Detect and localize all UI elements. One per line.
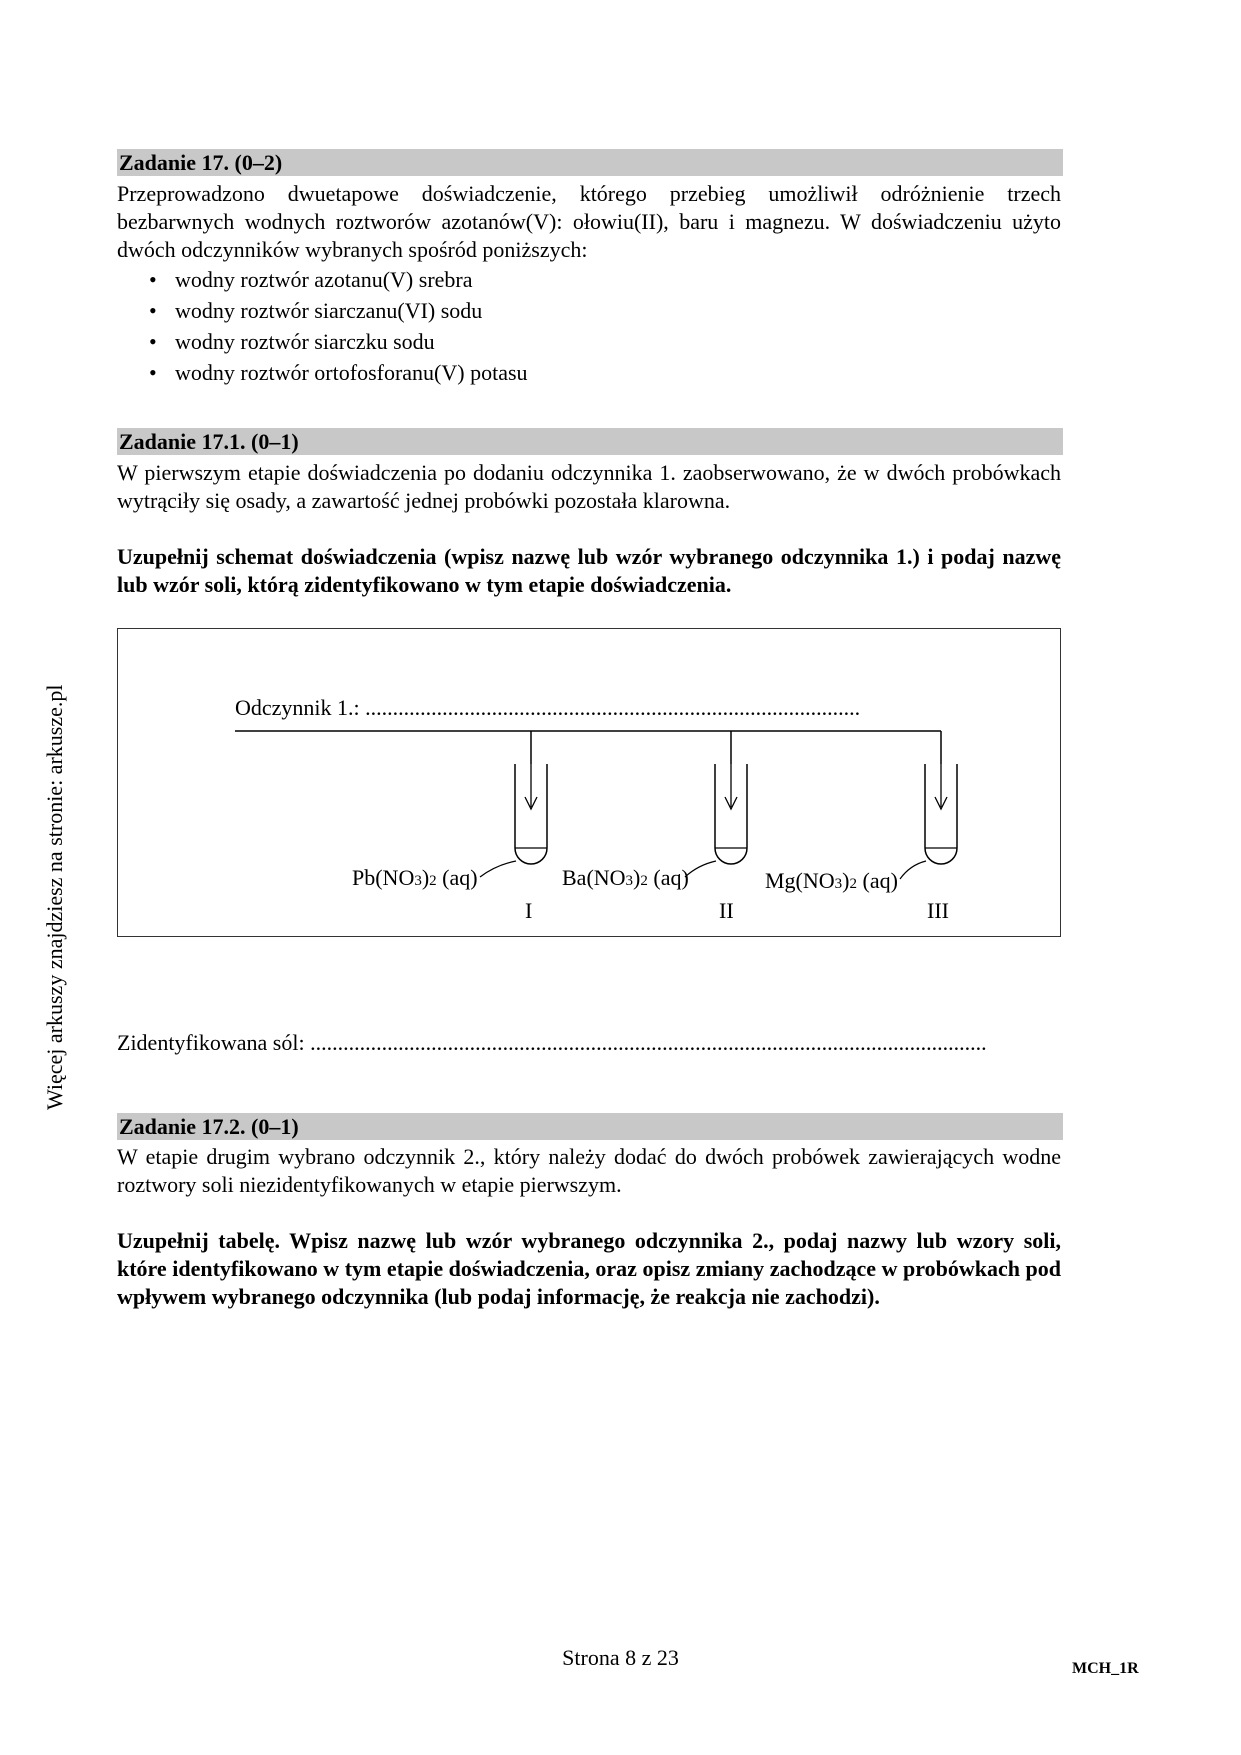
identified-salt-line — [117, 1030, 987, 1056]
task-17-2-text: W etapie drugim wybrano odczynnik 2., który należy dodać do dwóch probówek zawierających wodne roztwory soli niezidentyfikowanych w etapie pierwszym. — [117, 1144, 1061, 1197]
tube-numeral-1: I — [525, 898, 533, 923]
reagent-item: • wodny roztwór ortofosforanu(V) potasu — [145, 357, 528, 388]
task-17-1-text: W pierwszym etapie doświadczenia po dodaniu odczynnika 1. zaobserwowano, że w dwóch probówkach wytrąciły się osady, a zawartość jednej probówki pozostała klarowna. — [117, 460, 1061, 513]
tube-numeral-3: III — [927, 898, 949, 923]
leader-line-3 — [900, 861, 926, 879]
identified-salt-label: Zidentyfikowana sól: — [117, 1030, 311, 1055]
exam-code: MCH_1R — [1072, 1660, 1139, 1677]
leader-line-1 — [480, 861, 516, 877]
salt-label-1: Pb(NO3)2 (aq) — [352, 865, 478, 890]
experiment-schematic — [118, 629, 1062, 938]
test-tube-3 — [900, 764, 957, 879]
task-17-header: Zadanie 17. (0–2) — [117, 149, 1063, 176]
leader-line-2 — [685, 861, 716, 877]
task-17-2-instruction: Uzupełnij tabelę. Wpisz nazwę lub wzór wybranego odczynnika 2., podaj nazwy lub wzory soli, które identyfikowano w tym etapie doświadczenia, oraz opisz zmiany zachodzące w probówkach pod wpływem wybranego odczynnika (lub podaj informację, że reakcja nie zachodzi). — [117, 1228, 1061, 1309]
identified-salt-answer[interactable]: ........................................................................................................................... — [310, 1030, 987, 1055]
task-17-2-header: Zadanie 17.2. (0–1) — [117, 1113, 1063, 1140]
side-watermark: Więcej arkuszy znajdziesz na stronie: arkusze.pl — [42, 684, 67, 1110]
reagent-item: • wodny roztwór siarczku sodu — [145, 326, 528, 357]
task-17-intro: Przeprowadzono dwuetapowe doświadczenie, którego przebieg umożliwił odróżnienie trzech bezbarwnych wodnych roztworów azotanów(V): ołowiu(II), baru i magnezu. W doświadczeniu użyto dwóch odczynników wybranych spośród poniższych: — [117, 181, 1061, 262]
page-number: Strona 8 z 23 — [562, 1645, 679, 1670]
task-17-1-header: Zadanie 17.1. (0–1) — [117, 428, 1063, 455]
salt-label-3: Mg(NO3)2 (aq) — [765, 868, 898, 893]
test-tube-1 — [480, 764, 547, 877]
reagent-list — [145, 264, 528, 388]
tube-numeral-2: II — [719, 898, 734, 923]
reagent-label: Odczynnik 1.: .......................................................................................... — [235, 695, 861, 720]
reagent-item: • wodny roztwór siarczanu(VI) sodu — [145, 295, 528, 326]
task-17-1-instruction: Uzupełnij schemat doświadczenia (wpisz nazwę lub wzór wybranego odczynnika 1.) i podaj nazwę lub wzór soli, którą zidentyfikowano w tym etapie doświadczenia. — [117, 544, 1061, 597]
reagent-answer-dots[interactable]: .......................................................................................... — [365, 695, 861, 720]
test-tube-2 — [685, 764, 747, 877]
reagent-item: • wodny roztwór azotanu(V) srebra — [145, 264, 528, 295]
experiment-diagram — [117, 628, 1061, 937]
salt-label-2: Ba(NO3)2 (aq) — [562, 865, 689, 890]
